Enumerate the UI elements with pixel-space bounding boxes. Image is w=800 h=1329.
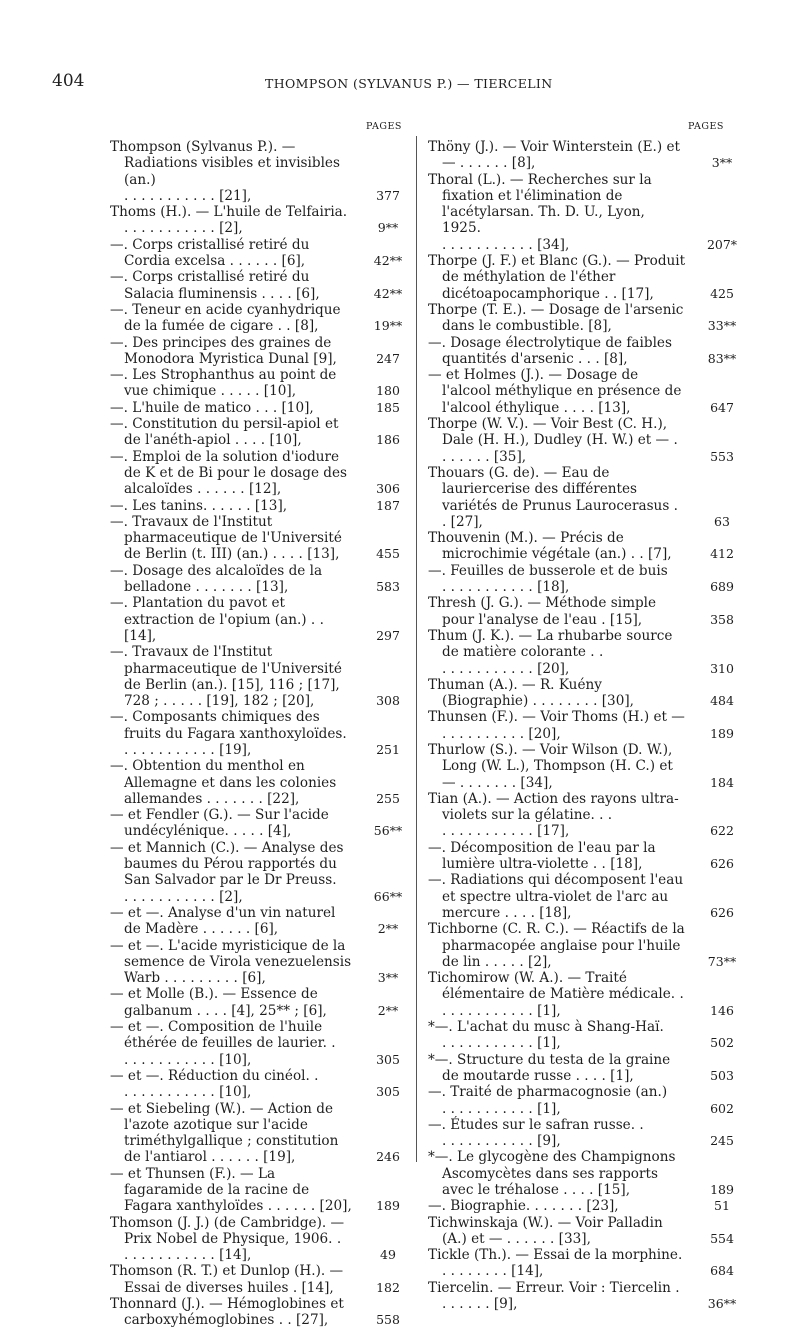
index-entry: [110, 400, 412, 416]
entry-page-number: 184: [710, 774, 734, 790]
entry-text: Thuman (A.). — R. Kuény (Biographie) . . . . . . . . [30],: [428, 676, 634, 710]
entry-page-number: 377: [376, 187, 400, 203]
entry-text: *—. Structure du testa de la graine de moutarde russe . . . . [1],: [428, 1051, 671, 1084]
entry-page-number: 245: [710, 1133, 734, 1149]
index-entry: [428, 465, 746, 530]
entry-text: Thonnard (J.). — Hémoglobines et carboxyhémoglobines . . [27],: [110, 1296, 344, 1329]
index-entry: [428, 1019, 746, 1052]
entry-text: —. Études sur le safran russe. . . . . . . . . . . . . [9],: [428, 1116, 644, 1150]
index-entry: [428, 1117, 746, 1150]
column-divider: [416, 136, 417, 1162]
entry-page-number: 36**: [707, 1296, 737, 1312]
entry-text: Thunsen (F.). — Voir Thoms (H.) et — . . . . . . . . . . [20],: [428, 709, 685, 742]
index-entry: [110, 1101, 412, 1166]
entry-page-number: 2**: [377, 921, 399, 937]
entry-page-number: 251: [376, 741, 400, 757]
index-entry: [110, 905, 412, 938]
index-entry: [428, 335, 746, 368]
entry-page-number: 308: [376, 693, 400, 709]
entry-page-number: 63: [714, 513, 730, 529]
pages-column-label-left: PAGES: [366, 121, 402, 132]
entry-page-number: 51: [714, 1198, 730, 1214]
index-entry: [428, 253, 746, 302]
entry-text: Thöny (J.). — Voir Winterstein (E.) et — . . . . . . [8],: [428, 139, 680, 172]
entry-text: —. Constitution du persil-apiol et de l'anéth-apiol . . . . [10],: [110, 416, 339, 449]
index-entry: [110, 302, 412, 335]
index-entry: [428, 302, 746, 335]
entry-text: —. Corps cristallisé retiré du Cordia excelsa . . . . . . [6],: [110, 236, 310, 270]
entry-page-number: 255: [376, 790, 400, 806]
entry-text: —. L'huile de matico . . . [10],: [110, 399, 314, 416]
entry-text: Thomson (R. T.) et Dunlop (H.). — Essai de diverses huiles . [14],: [110, 1263, 344, 1296]
index-entry: [110, 938, 412, 987]
entry-text: Thoral (L.). — Recherches sur la fixation et l'élimination de l'acétylarsan. Th. D. U., Lyon, 1925. . . . . . . . . . . . [34],: [428, 171, 652, 253]
entry-text: Tichborne (C. R. C.). — Réactifs de la pharmacopée anglaise pour l'huile de lin . . . . . [2],: [428, 921, 685, 970]
entry-text: —. Les tanins. . . . . . [13],: [110, 497, 288, 514]
entry-page-number: 83**: [707, 350, 737, 366]
index-column-right: [428, 139, 746, 1312]
index-entry: [428, 791, 746, 840]
index-entry: [428, 1198, 746, 1214]
entry-page-number: 247: [376, 350, 400, 366]
entry-text: *—. L'achat du musc à Shang-Haï. . . . . . . . . . . . [1],: [428, 1019, 664, 1052]
entry-text: —. Dosage électrolytique de faibles quantités d'arsenic . . . [8],: [428, 334, 672, 367]
index-entry: [428, 742, 746, 791]
index-entry: [110, 1215, 412, 1264]
index-entry: [428, 628, 746, 677]
index-entry: [110, 449, 412, 498]
index-entry: [428, 1280, 746, 1313]
index-entry: [110, 1019, 412, 1068]
index-entry: [428, 921, 746, 970]
entry-page-number: 455: [376, 546, 400, 562]
entry-page-number: 412: [710, 546, 734, 562]
entry-text: —. Plantation du pavot et extraction de l'opium (an.) . . [14],: [110, 595, 324, 644]
index-entry: [428, 1149, 746, 1198]
entry-text: —. Dosage des alcaloïdes de la belladone . . . . . . . [13],: [110, 562, 323, 596]
entry-page-number: 306: [376, 481, 400, 497]
entry-text: —. Obtention du menthol en Allemagne et dans les colonies allemandes . . . . . . . [22],: [110, 758, 337, 807]
index-entry: [428, 709, 746, 742]
entry-page-number: 558: [376, 1312, 400, 1328]
entry-text: —. Travaux de l'Institut pharmaceutique de l'Université de Berlin (t. III) (an.) . . . . [13],: [110, 513, 342, 563]
entry-text: *—. Le glycogène des Champignons Ascomycètes dans ses rapports avec le tréhalose . . . . [15],: [428, 1149, 676, 1198]
entry-text: Thompson (Sylvanus P.). — Radiations visibles et invisibles (an.) . . . . . . . . . . . [21],: [110, 139, 340, 204]
entry-text: — et Fendler (G.). — Sur l'acide undécylénique. . . . . [4],: [110, 807, 329, 840]
index-entry: [110, 1263, 412, 1296]
entry-page-number: 622: [710, 823, 734, 839]
entry-text: —. Les Strophanthus au point de vue chimique . . . . . [10],: [110, 367, 337, 400]
entry-page-number: 146: [710, 1002, 734, 1018]
index-entry: [428, 1052, 746, 1085]
index-entry: [110, 498, 412, 514]
entry-text: Thorpe (W. V.). — Voir Best (C. H.), Dale (H. H.), Dudley (H. W.) et — . . . . . . . [35],: [428, 416, 678, 465]
entry-text: — et Siebeling (W.). — Action de l'azote azotique sur l'acide triméthylgallique ; constitution de l'antiarol . . . . . . [19],: [110, 1100, 339, 1166]
entry-page-number: 553: [710, 448, 734, 464]
entry-page-number: 502: [710, 1035, 734, 1051]
entry-text: —. Radiations qui décomposent l'eau et spectre ultra-violet de l'arc au mercure . . . . [18],: [428, 872, 684, 921]
entry-text: — et Molle (B.). — Essence de galbanum . . . . [4], 25** ; [6],: [110, 986, 327, 1019]
entry-page-number: 689: [710, 579, 734, 595]
index-entry: [110, 1296, 412, 1329]
index-entry: [110, 840, 412, 905]
index-column-left: [110, 139, 412, 1329]
entry-page-number: 358: [710, 611, 734, 627]
entry-text: Tichomirow (W. A.). — Traité élémentaire de Matière médicale. . . . . . . . . . . . . [1],: [428, 970, 684, 1019]
index-entry: [428, 563, 746, 596]
entry-page-number: 3**: [711, 155, 733, 171]
index-entry: [428, 139, 746, 172]
entry-page-number: 246: [376, 1149, 400, 1165]
index-entry: [110, 139, 412, 204]
entry-text: Thorpe (J. F.) et Blanc (G.). — Produit de méthylation de l'éther dicétoapocamphorique . . [17],: [428, 253, 686, 302]
entry-page-number: 33**: [707, 318, 737, 334]
entry-page-number: 185: [376, 399, 400, 415]
entry-text: —. Traité de pharmacognosie (an.) . . . . . . . . . . . [1],: [428, 1084, 668, 1117]
entry-text: Thum (J. K.). — La rhubarbe source de matière colorante . . . . . . . . . . . . . [20],: [428, 627, 673, 677]
entry-page-number: 484: [710, 693, 734, 709]
entry-page-number: 684: [710, 1263, 734, 1279]
entry-page-number: 56**: [373, 823, 403, 839]
entry-page-number: 503: [710, 1067, 734, 1083]
entry-page-number: 9**: [377, 220, 399, 236]
index-entry: [110, 807, 412, 840]
entry-text: Tian (A.). — Action des rayons ultra-violets sur la gélatine. . . . . . . . . . . . . . [17],: [428, 790, 679, 840]
entry-text: — et Mannich (C.). — Analyse des baumes du Pérou rapportés du San Salvador par le Dr Preuss. . . . . . . . . . . . [2],: [110, 839, 344, 905]
index-entry: [110, 269, 412, 302]
entry-page-number: 189: [710, 725, 734, 741]
entry-page-number: 305: [376, 1051, 400, 1067]
entry-page-number: 626: [710, 856, 734, 872]
entry-page-number: 626: [710, 904, 734, 920]
entry-text: —. Décomposition de l'eau par la lumière ultra-violette . . [18],: [428, 839, 656, 873]
index-entry: [110, 644, 412, 709]
entry-page-number: 2**: [377, 1002, 399, 1018]
index-entry: [110, 204, 412, 237]
entry-text: — et —. L'acide myristicique de la semence de Virola venezuelensis Warb . . . . . . . . . [6],: [110, 937, 352, 987]
entry-page-number: 310: [710, 660, 734, 676]
index-entry: [428, 595, 746, 628]
pages-column-label-right: PAGES: [688, 121, 724, 132]
page-number: 404: [52, 71, 85, 91]
entry-text: —. Des principes des graines de Monodora Myristica Dunal [9],: [110, 334, 337, 367]
entry-text: —. Teneur en acide cyanhydrique de la fumée de cigare . . [8],: [110, 301, 341, 335]
entry-text: —. Emploi de la solution d'iodure de K et de Bi pour le dosage des alcaloïdes . . . . . . [12],: [110, 448, 348, 498]
entry-text: Thorpe (T. E.). — Dosage de l'arsenic dans le combustible. [8],: [428, 301, 684, 335]
entry-page-number: 602: [710, 1100, 734, 1116]
entry-text: — et —. Composition de l'huile éthérée de feuilles de laurier. . . . . . . . . . . . . [10],: [110, 1019, 336, 1068]
entry-text: —. Composants chimiques des fruits du Fagara xanthoxyloïdes. . . . . . . . . . . . [19],: [110, 709, 347, 758]
index-entry: [110, 367, 412, 400]
index-entry: [428, 840, 746, 873]
entry-text: Thresh (J. G.). — Méthode simple pour l'analyse de l'eau . [15],: [428, 595, 657, 628]
entry-page-number: 49: [380, 1247, 396, 1263]
entry-text: —. Travaux de l'Institut pharmaceutique de l'Université de Berlin (an.). [15], 116 ; [17], 728 ; . . . . . [19], 182 ; [20],: [110, 644, 342, 710]
entry-text: —. Biographie. . . . . . . [23],: [428, 1198, 619, 1215]
entry-page-number: 42**: [373, 253, 403, 269]
entry-text: — et Holmes (J.). — Dosage de l'alcool méthylique en présence de l'alcool éthylique . . . . [13],: [428, 367, 682, 416]
index-entry: [110, 416, 412, 449]
entry-text: Thurlow (S.). — Voir Wilson (D. W.), Long (W. L.), Thompson (H. C.) et — . . . . . . . [34],: [428, 741, 673, 791]
entry-text: Tichwinskaja (W.). — Voir Palladin (A.) et — . . . . . . [33],: [428, 1214, 663, 1247]
entry-text: Thoms (H.). — L'huile de Telfairia. . . . . . . . . . . . [2],: [110, 204, 348, 237]
index-entry: [428, 1215, 746, 1248]
entry-text: —. Feuilles de busserole et de buis . . . . . . . . . . . [18],: [428, 562, 668, 596]
index-entry: [110, 514, 412, 563]
entry-page-number: 305: [376, 1084, 400, 1100]
entry-page-number: 3**: [377, 970, 399, 986]
index-entry: [428, 1247, 746, 1280]
entry-text: Thomson (J. J.) (de Cambridge). — Prix Nobel de Physique, 1906. . . . . . . . . . . . . [14],: [110, 1214, 345, 1264]
entry-text: Tiercelin. — Erreur. Voir : Tiercelin . . . . . . . [9],: [428, 1279, 680, 1313]
entry-page-number: 297: [376, 627, 400, 643]
index-entry: [110, 1166, 412, 1215]
index-entry: [428, 530, 746, 563]
entry-page-number: 187: [376, 497, 400, 513]
index-entry: [110, 563, 412, 596]
index-entry: [110, 1068, 412, 1101]
entry-page-number: 207*: [706, 236, 738, 252]
index-entry: [428, 970, 746, 1019]
index-entry: [110, 237, 412, 270]
index-entry: [428, 1084, 746, 1117]
entry-page-number: 182: [376, 1279, 400, 1295]
entry-page-number: 186: [376, 432, 400, 448]
index-entry: [428, 172, 746, 253]
entry-page-number: 647: [710, 399, 734, 415]
entry-text: — et Thunsen (F.). — La fagaramide de la racine de Fagara xanthyloïdes . . . . . . [20],: [110, 1165, 352, 1215]
index-entry: [428, 872, 746, 921]
index-entry: [110, 758, 412, 807]
entry-page-number: 189: [710, 1182, 734, 1197]
entry-page-number: 554: [710, 1230, 734, 1246]
entry-page-number: 583: [376, 579, 400, 595]
entry-text: — et —. Analyse d'un vin naturel de Madère . . . . . . [6],: [110, 904, 336, 938]
index-entry: [428, 367, 746, 416]
entry-text: Tickle (Th.). — Essai de la morphine. . . . . . . . . [14],: [428, 1247, 683, 1280]
index-entry: [110, 709, 412, 758]
entry-text: — et —. Réduction du cinéol. . . . . . . . . . . . . [10],: [110, 1067, 319, 1101]
entry-page-number: 42**: [373, 285, 403, 301]
entry-text: —. Corps cristallisé retiré du Salacia fluminensis . . . . [6],: [110, 269, 320, 302]
index-entry: [428, 416, 746, 465]
index-entry: [110, 595, 412, 644]
entry-page-number: 66**: [373, 888, 403, 904]
entry-text: Thouars (G. de). — Eau de lauriercerise des différentes variétés de Prunus Laurocerasus . . [27],: [428, 464, 678, 530]
index-entry: [110, 986, 412, 1019]
entry-text: Thouvenin (M.). — Précis de microchimie végétale (an.) . . [7],: [428, 530, 672, 563]
entry-page-number: 180: [376, 383, 400, 399]
entry-page-number: 73**: [707, 953, 737, 969]
running-header: THOMPSON (SYLVANUS P.) — TIERCELIN: [265, 76, 553, 91]
index-entry: [110, 335, 412, 368]
entry-page-number: 425: [710, 285, 734, 301]
entry-page-number: 189: [376, 1198, 400, 1214]
entry-page-number: 19**: [373, 318, 403, 334]
index-entry: [428, 677, 746, 710]
